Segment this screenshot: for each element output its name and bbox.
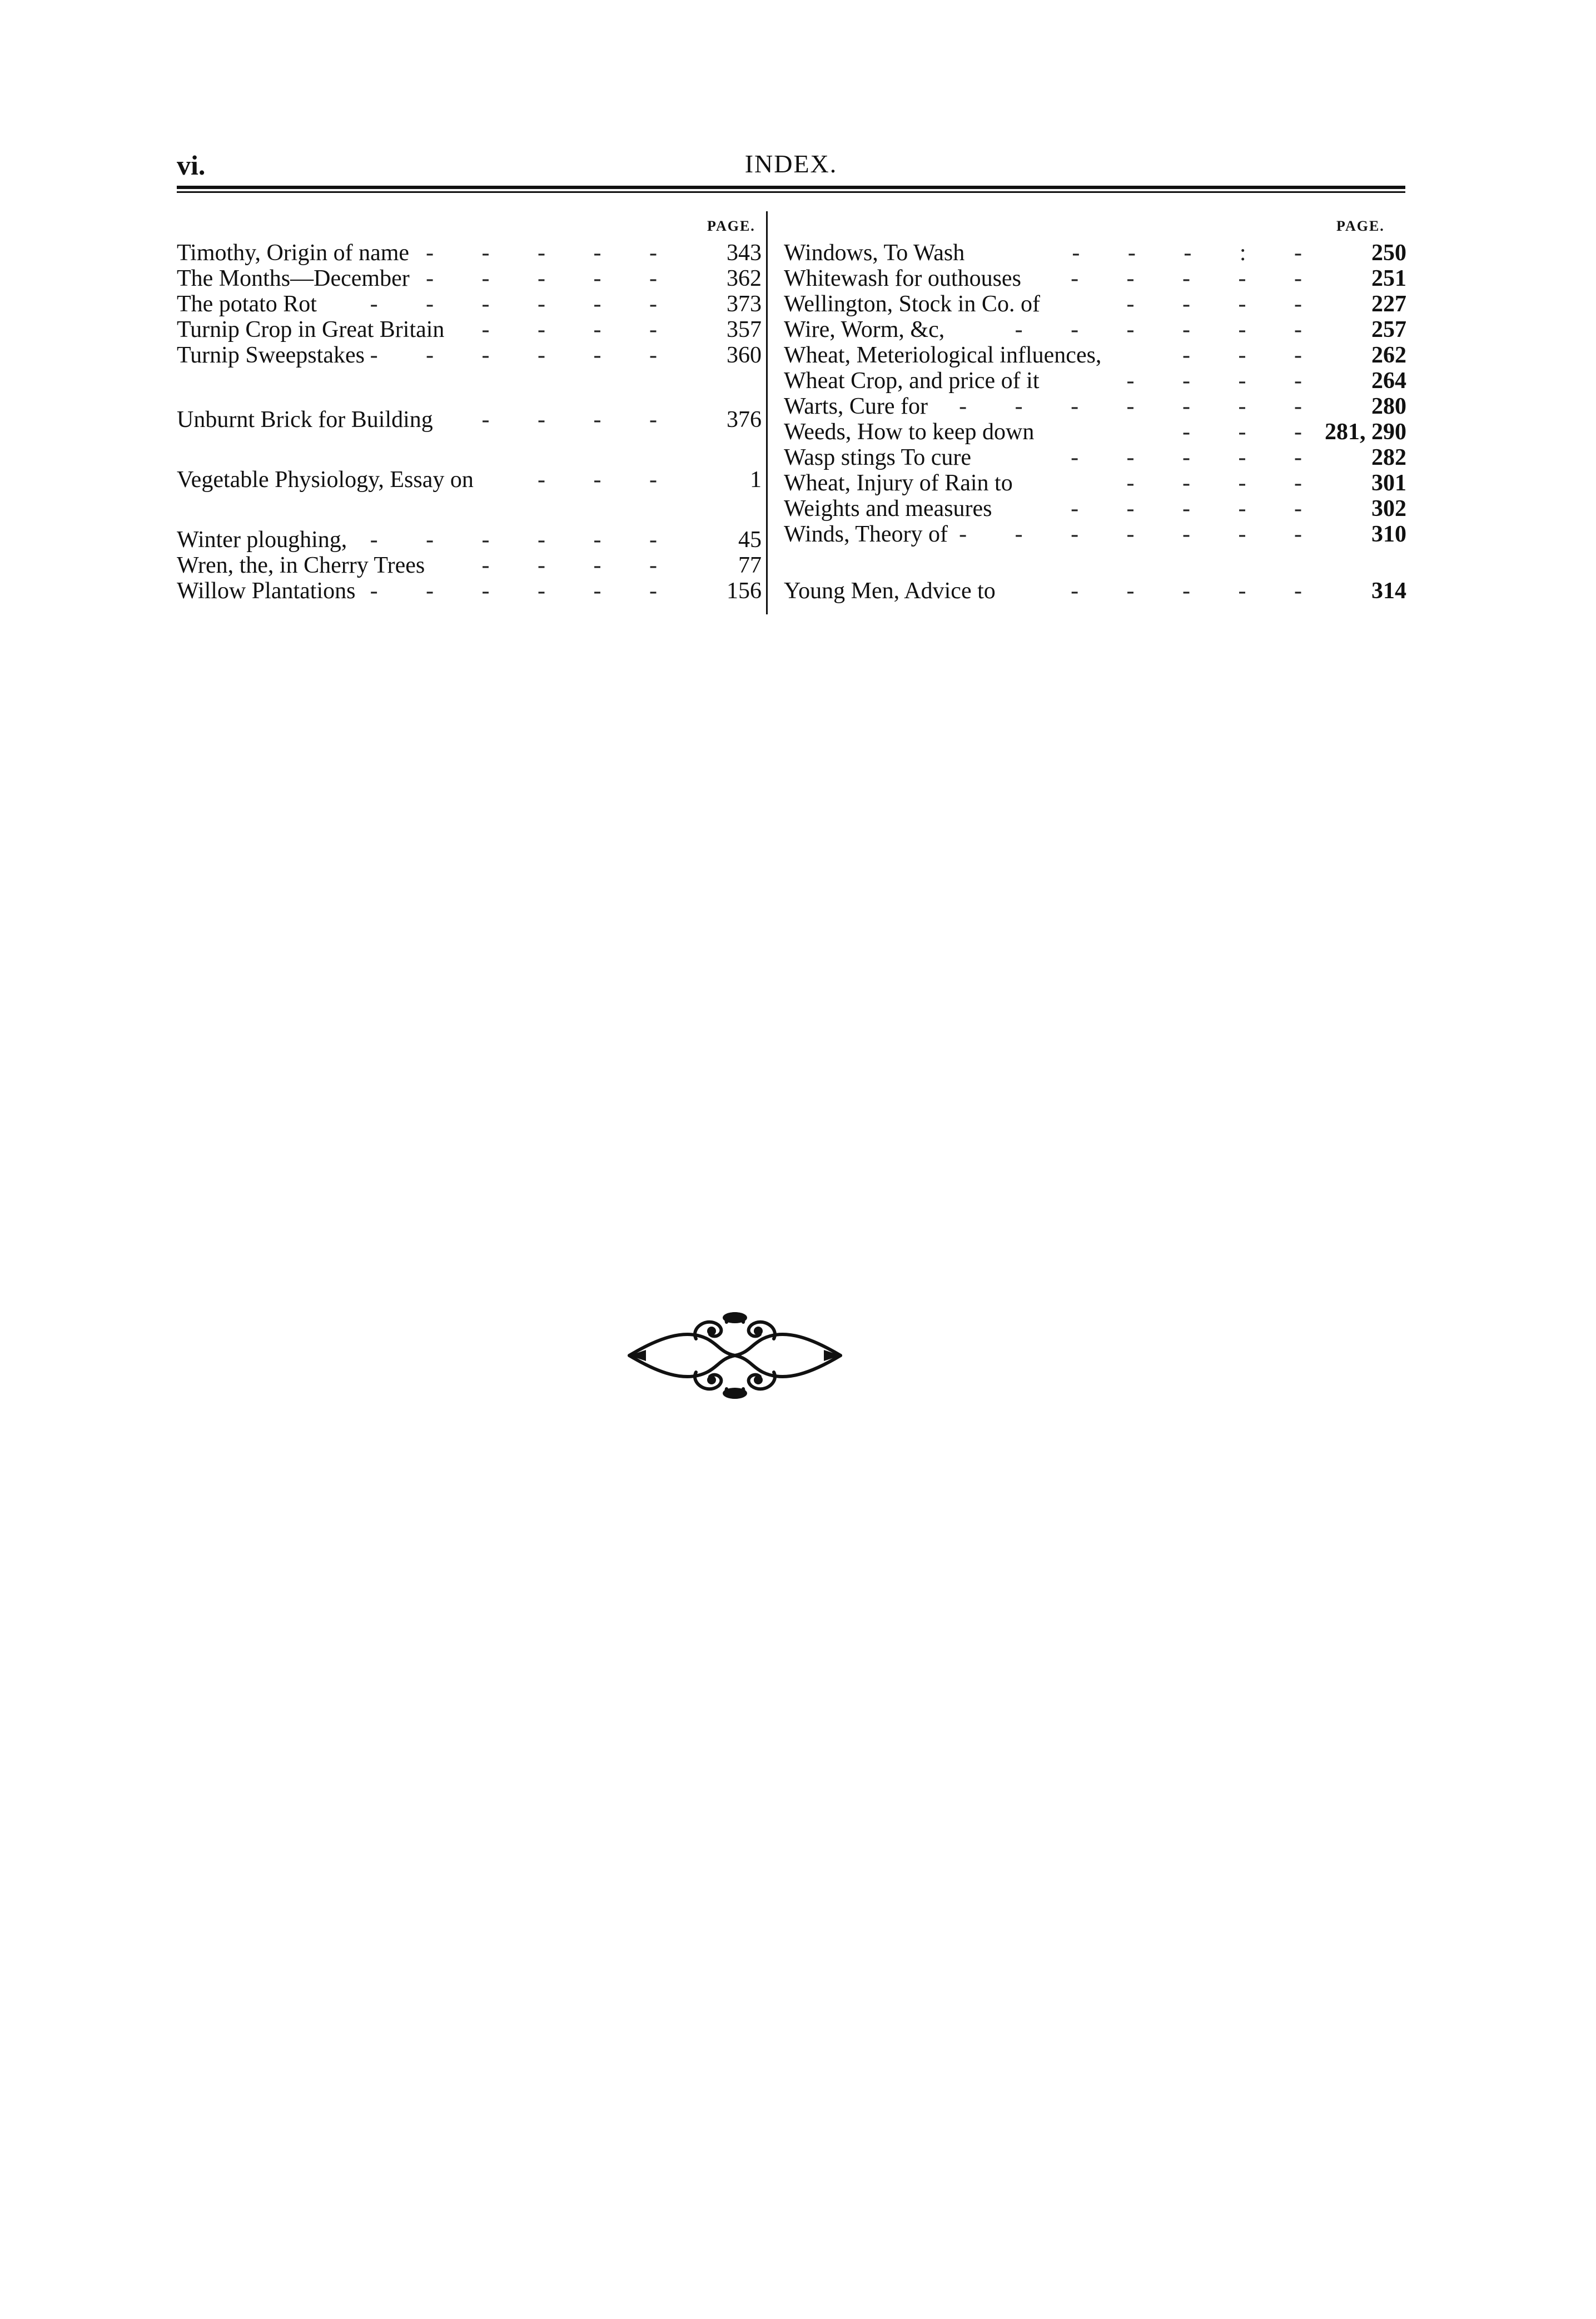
entry-page: 250 (1371, 240, 1406, 266)
dot-leader: - - - - - (1071, 445, 1323, 470)
entry-label: Whitewash for outhouses (784, 266, 1021, 291)
index-entry (784, 240, 1406, 266)
entry-page: 362 (727, 266, 762, 291)
dot-leader: - - - - - - - (959, 522, 1323, 547)
right-page-column-label: PAGE. (1336, 218, 1385, 234)
entry-label: Wheat, Injury of Rain to (784, 470, 1013, 496)
entry-label: Wellington, Stock in Co. of (784, 291, 1040, 317)
column-divider (766, 211, 768, 614)
dot-leader: - - - - - (1071, 496, 1323, 522)
entry-page: 343 (727, 240, 762, 266)
dot-leader: - - - - - - (370, 527, 678, 553)
entry-label: Wire, Worm, &c, (784, 317, 945, 342)
index-entry (177, 527, 762, 553)
index-entry (784, 522, 1406, 547)
entry-label: Winds, Theory of (784, 522, 948, 547)
index-entry (177, 342, 762, 368)
entry-page: 373 (727, 291, 762, 317)
index-entry (784, 445, 1406, 470)
entry-label: Turnip Sweepstakes (177, 342, 365, 368)
header-rule-thick (177, 186, 1405, 189)
entry-label: Willow Plantations (177, 578, 356, 604)
entry-label: Unburnt Brick for Building (177, 407, 433, 433)
entry-label: Warts, Cure for (784, 394, 928, 419)
entry-label: Wren, the, in Cherry Trees (177, 553, 425, 578)
dot-leader: - - - (538, 467, 678, 493)
dot-leader: - - - - (481, 317, 678, 342)
dot-leader: - - - - - (426, 240, 678, 266)
entry-label: Weights and measures (784, 496, 992, 522)
dot-leader: - - - - (481, 553, 678, 578)
dot-leader: - - - : - (1072, 240, 1323, 266)
entry-page: 264 (1371, 368, 1406, 394)
entry-page: 227 (1371, 291, 1406, 317)
entry-label: Young Men, Advice to (784, 578, 996, 604)
index-entry (177, 291, 762, 317)
entry-page: 302 (1371, 496, 1406, 522)
index-entry (177, 317, 762, 342)
index-entry (784, 266, 1406, 291)
entry-page: 1 (750, 467, 762, 493)
dot-leader: - - - - (1126, 470, 1323, 496)
entry-label: The Months—December (177, 266, 410, 291)
index-entry (784, 419, 1406, 445)
index-entry (784, 394, 1406, 419)
dot-leader: - - - - - (1071, 578, 1323, 604)
entry-label: Wasp stings To cure (784, 445, 972, 470)
dot-leader: - - - - - (1071, 266, 1323, 291)
index-entry (784, 496, 1406, 522)
index-entry (784, 291, 1406, 317)
dot-leader: - - - - (481, 407, 678, 433)
entry-label: Timothy, Origin of name (177, 240, 410, 266)
dot-leader: - - - (1182, 342, 1323, 368)
left-page-column-label: PAGE. (707, 218, 755, 234)
dot-leader: - - - (1182, 419, 1323, 445)
entry-page: 376 (727, 407, 762, 433)
dot-leader: - - - - - - (370, 578, 678, 604)
entry-label: Windows, To Wash (784, 240, 965, 266)
entry-label: Wheat Crop, and price of it (784, 368, 1040, 394)
entry-page: 310 (1371, 522, 1406, 547)
index-entry (177, 578, 762, 604)
index-entry (177, 266, 762, 291)
entry-page: 281, 290 (1325, 419, 1406, 445)
entry-page: 301 (1371, 470, 1406, 496)
index-entry (784, 342, 1406, 368)
index-entry (784, 470, 1406, 496)
entry-label: Wheat, Meteriological influences, (784, 342, 1102, 368)
entry-label: Turnip Crop in Great Britain (177, 317, 445, 342)
dot-leader: - - - - - - - (959, 394, 1323, 419)
index-entry (177, 407, 762, 433)
entry-label: Vegetable Physiology, Essay on (177, 467, 474, 493)
header-rule-thin (177, 191, 1405, 193)
entry-page: 360 (727, 342, 762, 368)
dot-leader: - - - - - - (370, 291, 678, 317)
dot-leader: - - - - - (426, 266, 678, 291)
dot-leader: - - - - (1126, 291, 1323, 317)
index-entry (784, 578, 1406, 604)
dot-leader: - - - - - - (1015, 317, 1323, 342)
index-entry (177, 553, 762, 578)
entry-page: 357 (727, 317, 762, 342)
entry-page: 156 (727, 578, 762, 604)
fleuron-ornament-icon (624, 1305, 846, 1406)
index-entry (177, 467, 762, 493)
entry-page: 251 (1371, 266, 1406, 291)
dot-leader: - - - - - - (370, 342, 678, 368)
index-entry (784, 317, 1406, 342)
entry-page: 314 (1371, 578, 1406, 604)
entry-label: Weeds, How to keep down (784, 419, 1035, 445)
page-number: vi. (177, 150, 206, 181)
page-title: INDEX. (744, 150, 838, 178)
dot-leader: - - - - (1126, 368, 1323, 394)
page-header (177, 149, 1405, 182)
entry-label: Winter ploughing, (177, 527, 347, 553)
entry-page: 282 (1371, 445, 1406, 470)
entry-page: 257 (1371, 317, 1406, 342)
entry-label: The potato Rot (177, 291, 317, 317)
entry-page: 77 (738, 553, 762, 578)
index-entry (784, 368, 1406, 394)
index-entry (177, 240, 762, 266)
entry-page: 45 (738, 527, 762, 553)
entry-page: 280 (1371, 394, 1406, 419)
entry-page: 262 (1371, 342, 1406, 368)
